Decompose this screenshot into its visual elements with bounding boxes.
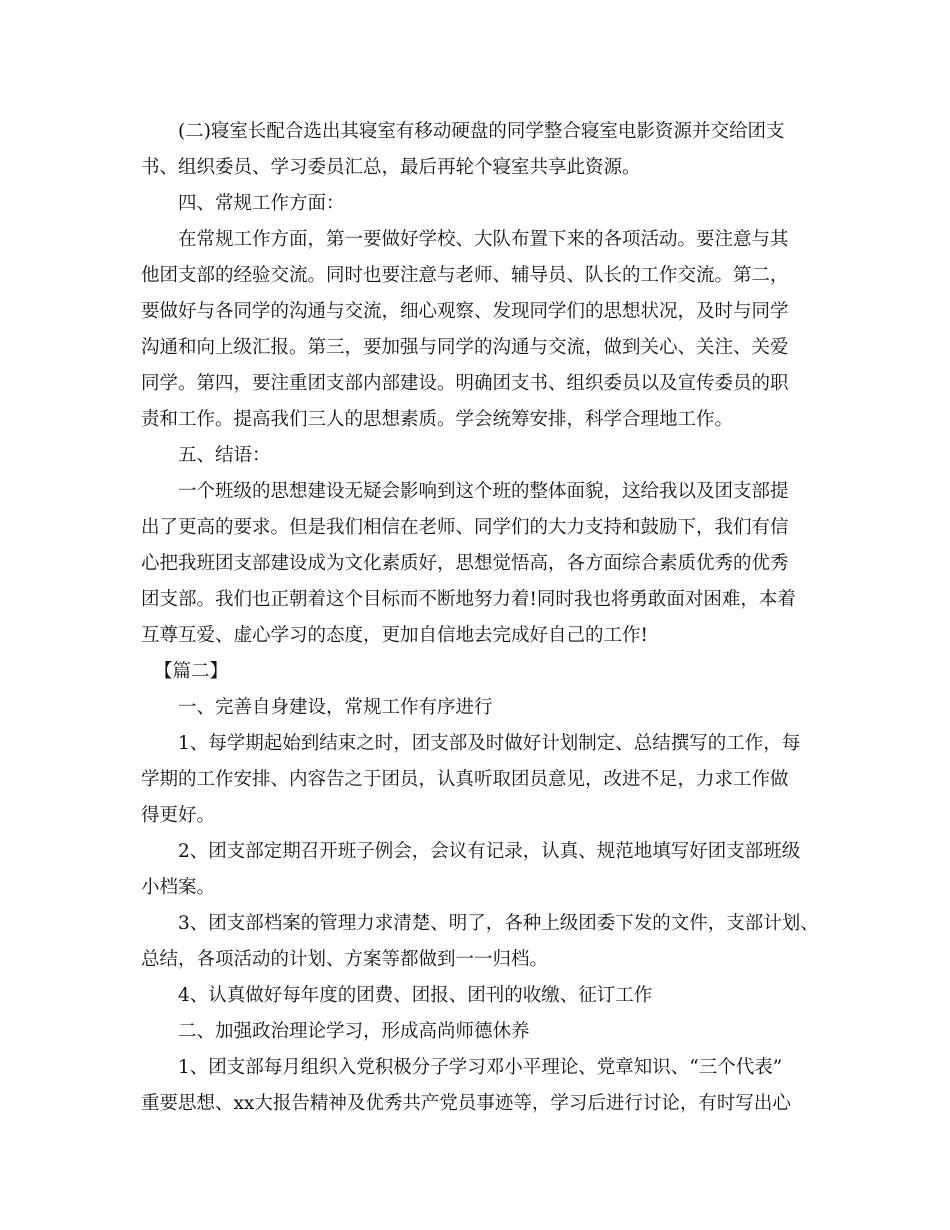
paragraph-line: 出了更高的要求。但是我们相信在老师、同学们的大力支持和鼓励下，我们有信	[141, 517, 789, 538]
section-heading: 五、结语：	[178, 445, 271, 466]
paragraph-line: 同学。第四，要注重团支部内部建设。明确团支书、组织委员以及宣传委员的职	[141, 373, 789, 394]
paragraph-line: 1、每学期起始到结束之时，团支部及时做好计划制定、总结撰写的工作，每	[178, 733, 801, 754]
section-heading: 二、加强政治理论学习，形成高尚师德休养	[178, 1021, 530, 1042]
paragraph-line: 他团支部的经验交流。同时也要注意与老师、辅导员、队长的工作交流。第二，	[141, 265, 789, 286]
paragraph-line: 一个班级的思想建设无疑会影响到这个班的整体面貌，这给我以及团支部提	[178, 481, 789, 502]
paragraph-line: 在常规工作方面，第一要做好学校、大队布置下来的各项活动。要注意与其	[178, 229, 789, 250]
paragraph-line: 2、团支部定期召开班子例会，会议有记录，认真、规范地填写好团支部班级	[178, 841, 801, 862]
paragraph-line: (二)寝室长配合选出其寝室有移动硬盘的同学整合寝室电影资源并交给团支	[178, 121, 785, 142]
section-heading: 四、常规工作方面：	[178, 193, 345, 214]
paragraph-line: 3、团支部档案的管理力求清楚、明了，各种上级团委下发的文件，支部计划、	[178, 913, 819, 934]
paragraph-line: 总结，各项活动的计划、方案等都做到一一归档。	[141, 949, 549, 970]
section-heading: 一、完善自身建设，常规工作有序进行	[178, 697, 493, 718]
paragraph-line: 要做好与各同学的沟通与交流，细心观察、发现同学们的思想状况，及时与同学	[141, 301, 789, 322]
paragraph-line: 得更好。	[141, 805, 216, 826]
paragraph-line: 书、组织委员、学习委员汇总，最后再轮个寝室共享此资源。	[141, 157, 641, 178]
paragraph-line: 学期的工作安排、内容告之于团员，认真听取团员意见，改进不足，力求工作做	[141, 769, 789, 790]
paragraph-line: 4、认真做好每年度的团费、团报、团刊的收缴、征订工作	[178, 985, 653, 1006]
paragraph-line: 团支部。我们也正朝着这个目标而不断地努力着!同时我也将勇敢面对困难，本着	[141, 589, 796, 610]
part-heading: 【篇二】	[154, 661, 229, 682]
paragraph-line: 互尊互爱、虚心学习的态度，更加自信地去完成好自己的工作!	[141, 625, 648, 646]
paragraph-line: 责和工作。提高我们三人的思想素质。学会统筹安排，科学合理地工作。	[141, 409, 734, 430]
paragraph-line: 小档案。	[141, 877, 216, 898]
paragraph-line: 1、团支部每月组织入党积极分子学习邓小平理论、党章知识、“三个代表”	[178, 1057, 783, 1078]
paragraph-line: 沟通和向上级汇报。第三，要加强与同学的沟通与交流，做到关心、关注、关爱	[141, 337, 789, 358]
paragraph-line: 重要思想、xx大报告精神及优秀共产党员事迹等，学习后进行讨论，有时写出心	[141, 1093, 791, 1114]
paragraph-line: 心把我班团支部建设成为文化素质好，思想觉悟高，各方面综合素质优秀的优秀	[141, 553, 789, 574]
